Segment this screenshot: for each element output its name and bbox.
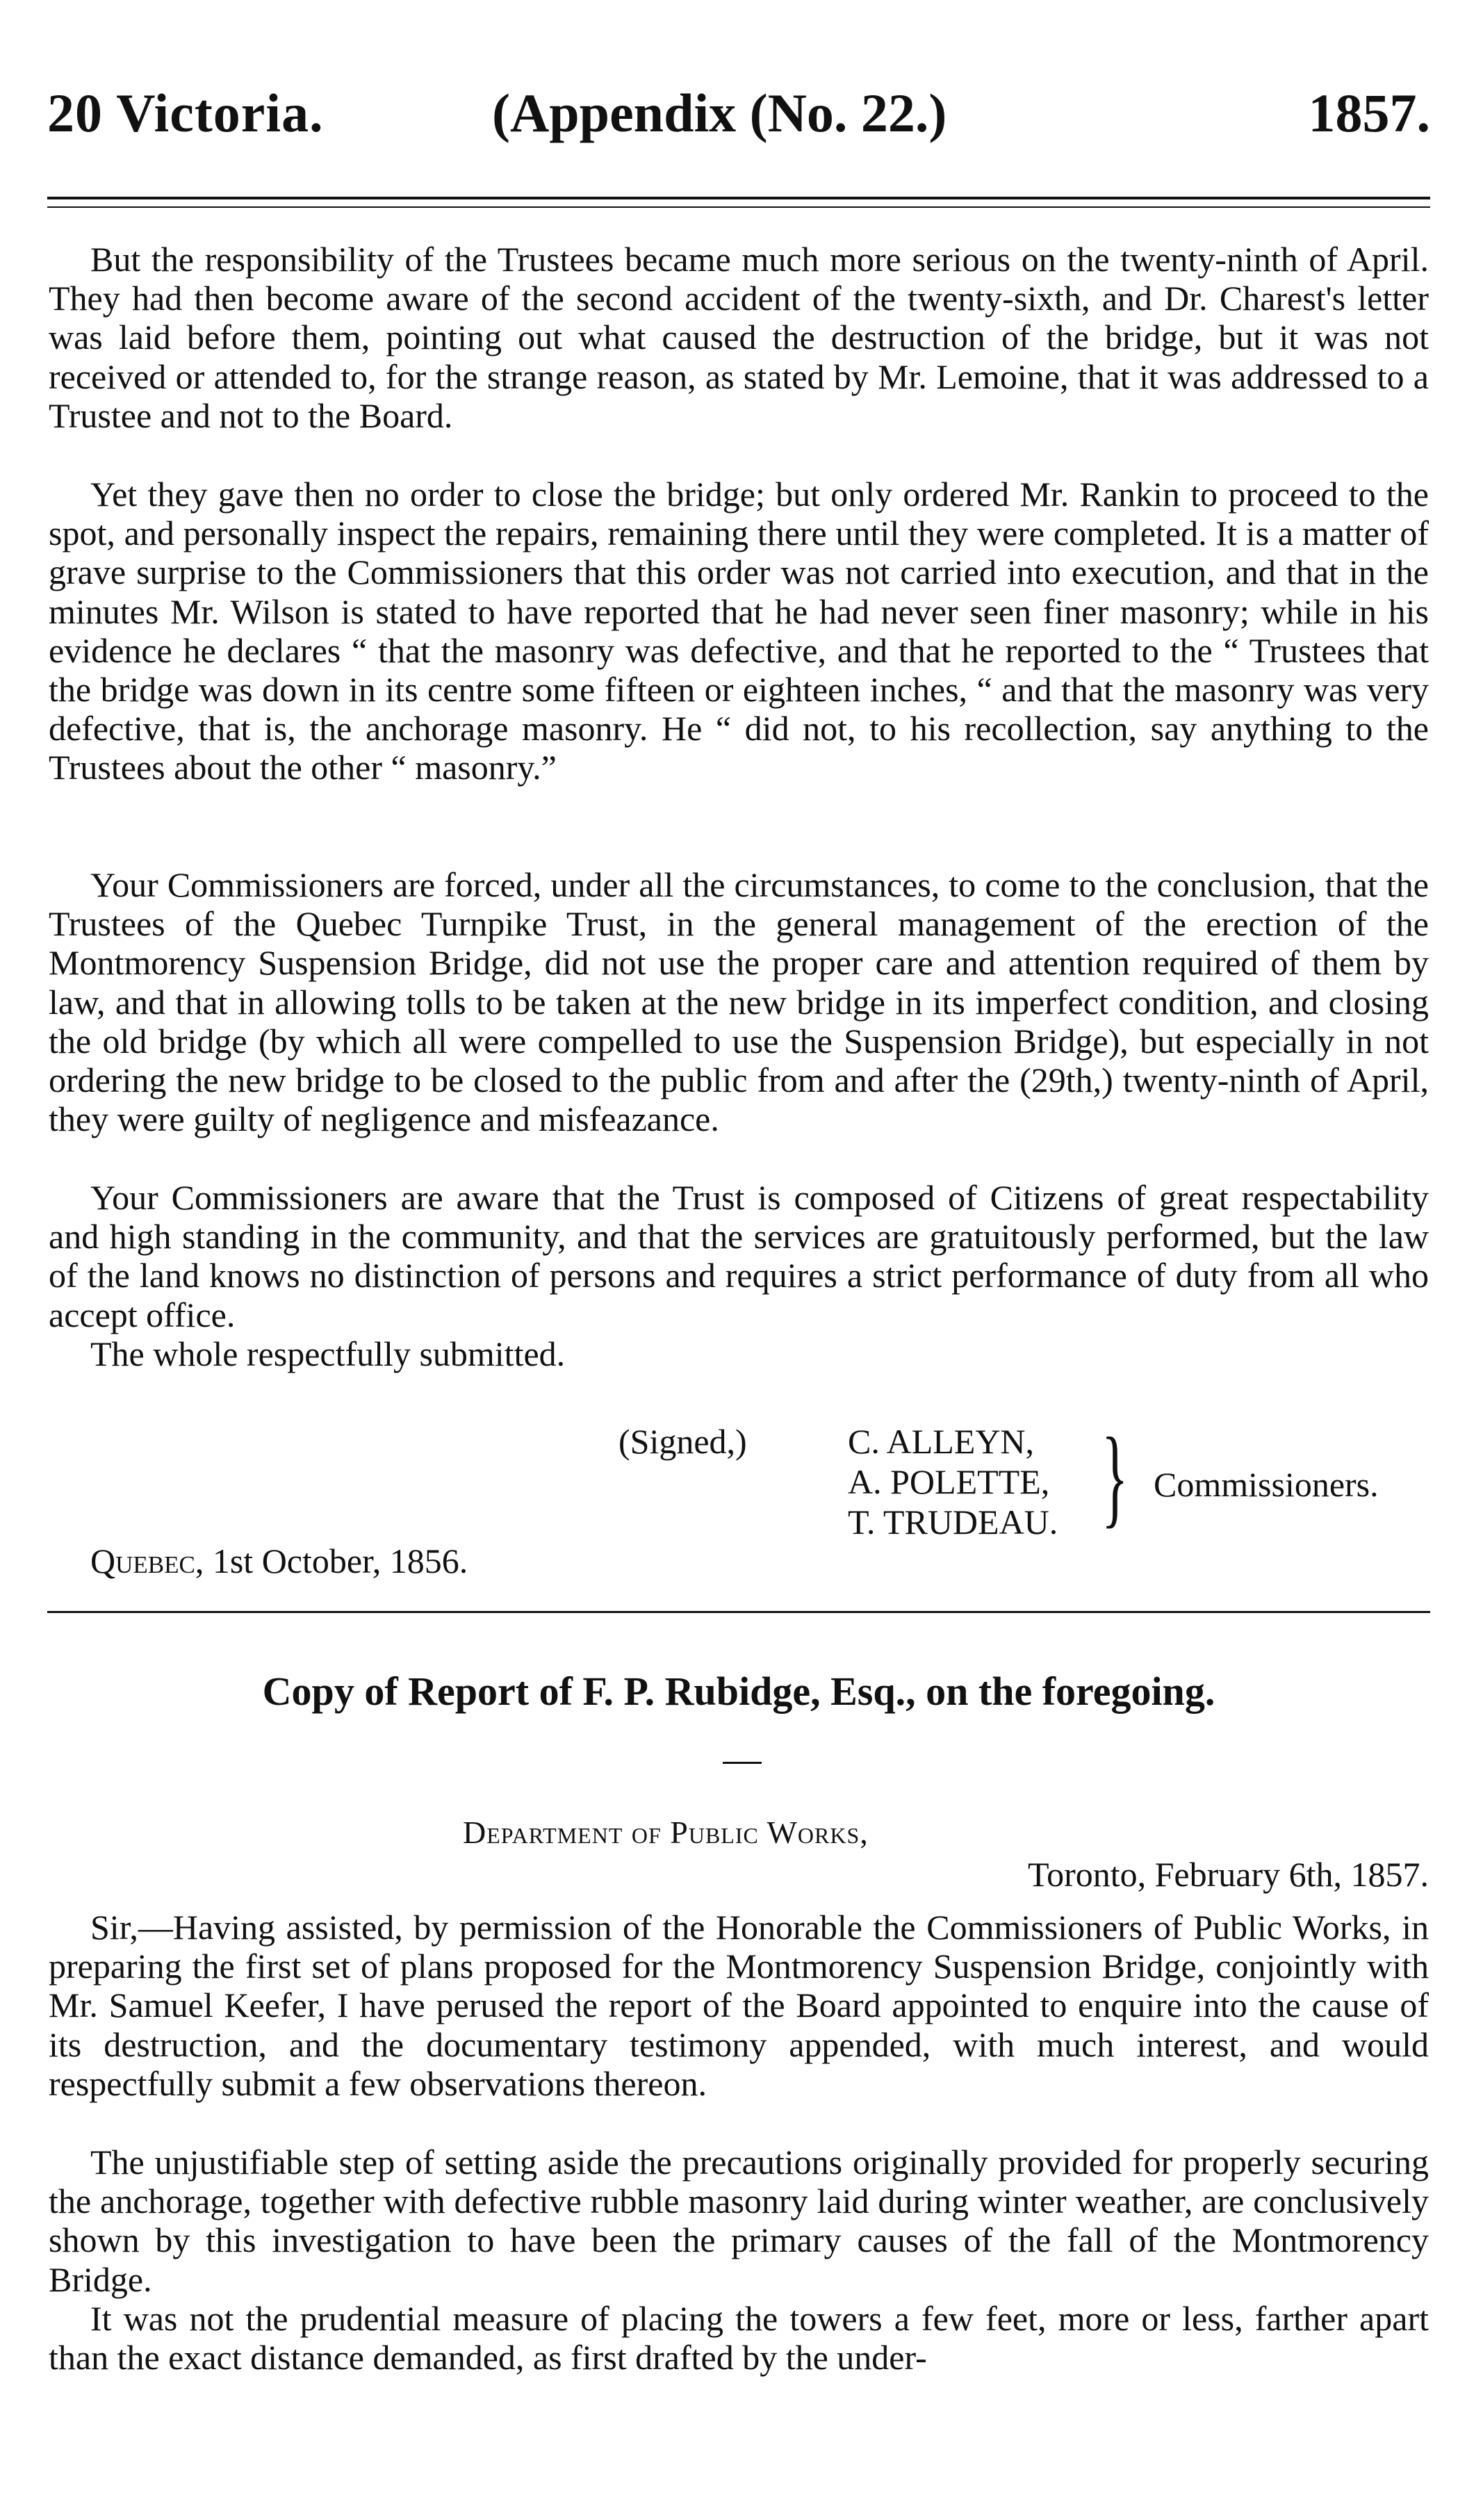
paragraph: But the responsibility of the Trustees became much more serious on the twenty-ninth of April. They had then become aware of the second accident of the twenty-sixth, and Dr. Charest's letter was laid before them, pointing out what caused the destruction of the bridge, but it was not received or attended to, for the strange reason, as stated by Mr. Lemoine, that it was addressed to a Trustee and not to the Board. [49,240,1429,435]
rubidge-report-text [49,1908,1429,2377]
signatory-role: Commissioners. [1154,1465,1379,1504]
running-header [47,82,1430,158]
paragraph: Your Commissioners are aware that the Trust is composed of Citizens of great respectability and high standing in the community, and that the services are gratuitously performed, but the law of the land knows no distinction of persons and requires a strict performance of duty from all who accept office. [49,1178,1429,1334]
header-appendix: (Appendix (No. 22.) [492,83,947,143]
signatory-name: T. TRUDEAU. [848,1503,1058,1541]
department-heading: Department of Public Works, [463,1815,869,1850]
section-title: Copy of Report of F. P. Rubidge, Esq., on the foregoing. [262,1669,1215,1714]
letter-dateline: Toronto, February 6th, 1857. [1028,1855,1429,1894]
paragraph: The whole respectfully submitted. [90,1334,566,1373]
header-rule [47,197,1430,208]
brace-glyph: } [1101,1414,1129,1538]
title-underline [723,1762,762,1764]
section-divider [47,1611,1430,1613]
paragraph: Sir,—Having assisted, by permission of the Honorable the Commissioners of Public Works, in preparing the first set of plans proposed for the Montmorency Suspension Bridge, conjointly with Mr. Samuel Keefer, I have perused the report of the Board appointed to enquire into the cause of its destruction, and the documentary testimony appended, with much interest, and would respectfully submit a few observations thereon. [49,1908,1429,2103]
paragraph: Yet they gave then no order to close the bridge; but only ordered Mr. Rankin to proceed to the spot, and personally inspect the repairs, remaining there until they were completed. It is a matter of grave surprise to the Commissioners that this order was not carried into execution, and that in the minutes Mr. Wilson is stated to have reported that he had never seen finer masonry; while in his evidence he declares “ that the masonry was defective, and that he reported to the “ Trustees that the bridge was down in its centre some fifteen or eighteen inches, “ and that the masonry was very defective, that is, the anchorage masonry. He “ did not, to his recollection, say anything to the Trustees about the other “ masonry.” [49,475,1429,787]
paragraph: Your Commissioners are forced, under all the circumstances, to come to the conclusion, that the Trustees of the Quebec Turnpike Trust, in the general management of the erection of the Montmorency Suspension Bridge, did not use the proper care and attention required of them by law, and that in allowing tolls to be taken at the new bridge in its imperfect condition, and closing the old bridge (by which all were compelled to use the Suspension Bridge), but especially in not ordering the new bridge to be closed to the public from and after the (29th,) twenty-ninth of April, they were guilty of negligence and misfeazance. [49,865,1429,1139]
paragraph: It was not the prudential measure of placing the towers a few feet, more or less, farther apart than the exact distance demanded, as first drafted by the under- [49,2299,1429,2378]
place: Quebec, [90,1541,204,1580]
signatory-name: C. ALLEYN, [848,1422,1035,1461]
paragraph: The unjustifiable step of setting aside the precautions originally provided for properly securing the anchorage, together with defective rubble masonry laid during winter weather, are conclusively shown by this investigation to have been the primary causes of the fall of the Montmorency Bridge. [49,2143,1429,2299]
report-conclusion-text [49,240,1429,1376]
signed-label: (Signed,) [618,1422,747,1461]
date: 1st October, 1856. [212,1541,468,1580]
header-volume: 20 Victoria. [47,83,324,143]
place-date [90,1541,468,1581]
signature-block [49,1414,1429,1581]
signatory-names [848,1421,1058,1542]
header-year: 1857. [1308,83,1430,143]
signatory-name: A. POLETTE, [848,1462,1050,1501]
